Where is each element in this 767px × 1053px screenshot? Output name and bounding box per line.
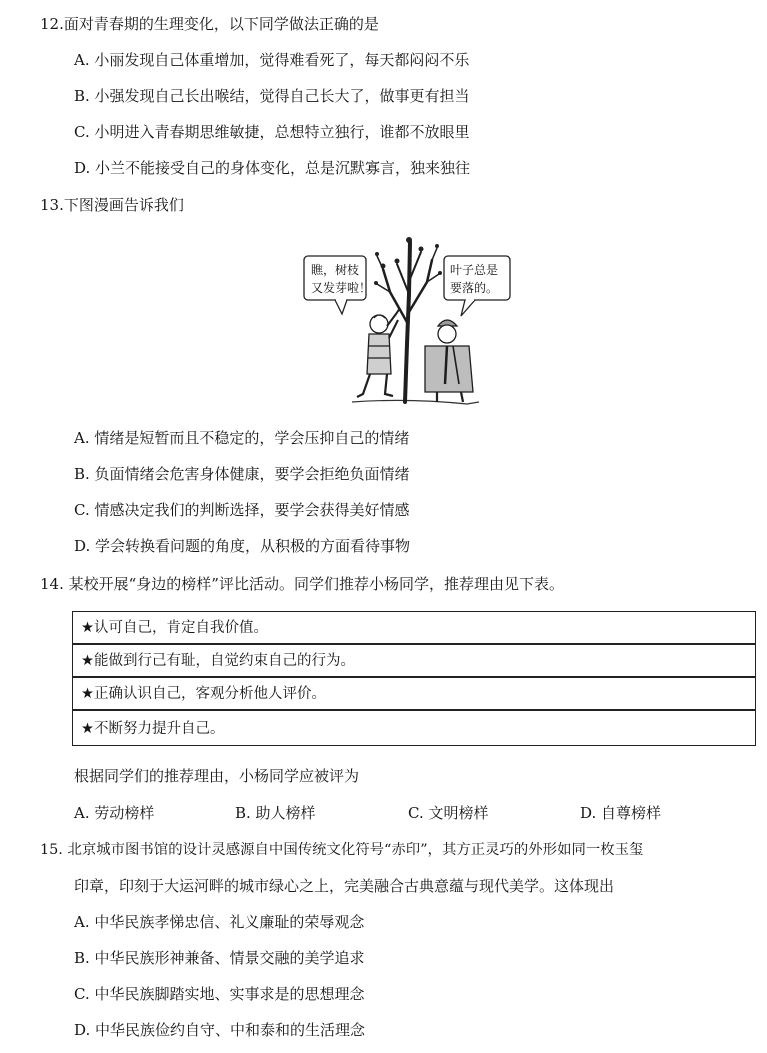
q13-cartoon (297, 234, 527, 409)
q14-question: 根据同学们的推荐理由，小杨同学应被评为 (74, 767, 360, 785)
reason-row (72, 644, 756, 677)
q13-option-a: A. 情绪是短暂而且不稳定的，学会压抑自己的情绪 (74, 429, 410, 447)
q15-option-a: A. 中华民族孝悌忠信、礼义廉耻的荣辱观念 (74, 913, 365, 931)
q14-choice-d: D. 自尊榜样 (580, 804, 662, 822)
cheerful-man-figure (357, 308, 400, 397)
q14-choice-a: A. 劳动榜样 (74, 804, 155, 822)
ground-line (352, 400, 479, 404)
q13-stem: 13.下图漫画告诉我们 (40, 196, 184, 214)
reason-row (72, 677, 756, 710)
q12-option-c: C. 小明进入青春期思维敏捷，总想特立独行，谁都不放眼里 (74, 123, 470, 141)
bubble-left-line-2: 又发芽啦！ (311, 281, 372, 295)
bubble-left-line-1: 瞧，树枝 (311, 263, 360, 277)
reason-text: ★认可自己，肯定自我价值。 (81, 620, 268, 636)
reason-text: ★能做到行己有耻，自觉约束自己的行为。 (81, 653, 355, 669)
q12-option-a: A. 小丽发现自己体重增加，觉得难看死了，每天都闷闷不乐 (74, 51, 470, 69)
speech-bubble-left (304, 256, 371, 314)
bubble-right-line-2: 要落的。 (450, 281, 499, 295)
reason-text: ★不断努力提升自己。 (81, 721, 225, 737)
q14-choice-c: C. 文明榜样 (408, 804, 489, 822)
q13-option-d: D. 学会转换看问题的角度，从积极的方面看待事物 (74, 537, 411, 555)
reason-row (72, 710, 756, 746)
q12-option-d: D. 小兰不能接受自己的身体变化，总是沉默寡言，独来独往 (74, 159, 471, 177)
q15-stem-line-2: 印章，印刻于大运河畔的城市绿心之上，完美融合古典意蕴与现代美学。这体现出 (74, 877, 615, 895)
q15-option-d: D. 中华民族俭约自守、中和泰和的生活理念 (74, 1021, 366, 1039)
q15-option-b: B. 中华民族形神兼备、情景交融的美学追求 (74, 949, 365, 967)
q13-option-c: C. 情感决定我们的判断选择，要学会获得美好情感 (74, 501, 410, 519)
bubble-right-line-1: 叶子总是 (450, 263, 499, 277)
q12-option-b: B. 小强发现自己长出喉结，觉得自己长大了，做事更有担当 (74, 87, 470, 105)
q14-choice-b: B. 助人榜样 (235, 804, 316, 822)
q12-stem: 12.面对青春期的生理变化，以下同学做法正确的是 (40, 15, 379, 33)
gloomy-man-figure (425, 320, 473, 402)
reason-text: ★正确认识自己，客观分析他人评价。 (81, 686, 326, 702)
q13-option-b: B. 负面情绪会危害身体健康，要学会拒绝负面情绪 (74, 465, 410, 483)
q15-option-c: C. 中华民族脚踏实地、实事求是的思想理念 (74, 985, 365, 1003)
q15-stem-line-1: 15. 北京城市图书馆的设计灵感源自中国传统文化符号“赤印”，其方正灵巧的外形如同一枚玉玺 (40, 842, 644, 858)
q14-stem: 14. 某校开展“身边的榜样”评比活动。同学们推荐小杨同学，推荐理由见下表。 (40, 575, 564, 593)
speech-bubble-right (444, 256, 510, 316)
reason-row (72, 611, 756, 644)
